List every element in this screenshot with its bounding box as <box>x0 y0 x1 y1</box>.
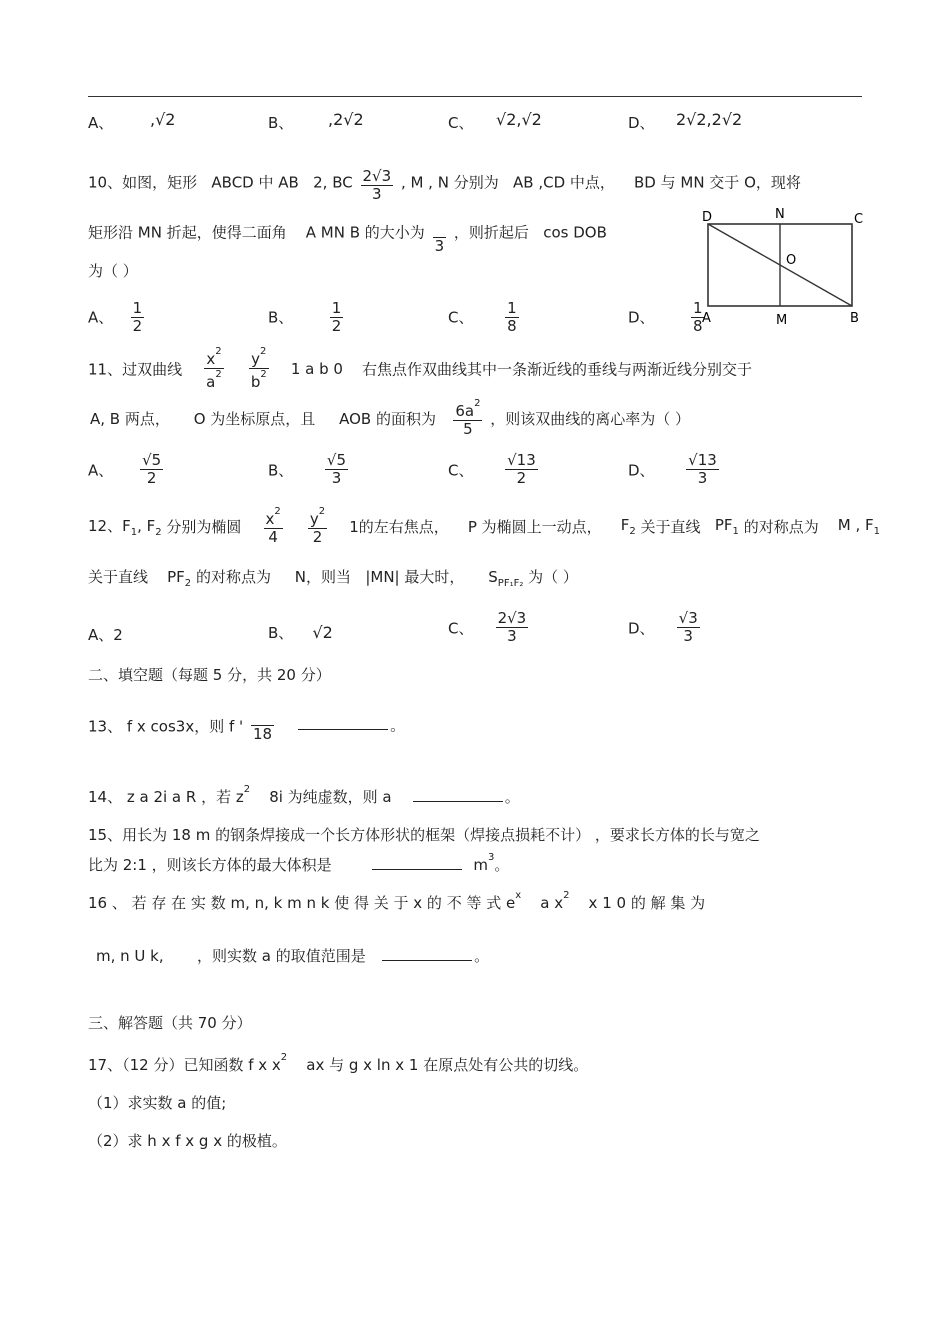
q11-line2: A, B 两点， O 为坐标原点，且 AOB 的面积为 $\frac{6a^2}{5}$ ，则该双曲线的离心率为（ ） <box>90 398 690 439</box>
q9-option-d: D、 <box>628 114 655 132</box>
q15-answer-blank[interactable] <box>372 857 462 870</box>
q11-options: A、 $\frac{√5}{2}$ <box>88 451 162 488</box>
q12-line2: 关于直线 $PF_2$ 的对称点为 N，则当 |MN| 最大时， $S_{PF_1F_2}$ 为（ ） <box>88 568 578 589</box>
section-fill-in-heading: 二、填空题（每题 5 分，共 20 分） <box>88 666 331 684</box>
q14: 14、 z a 2i a R ，若 $z^2$ 8i 为纯虚数，则 a 。 <box>88 784 520 806</box>
q16-line1: 16 、 若 存 在 实 数 m, n, k m n k 使 得 关 于 x 的 不 等 式 $e^x$ a $x^2$ x 1 0 的 解 集 为 <box>88 890 706 912</box>
q13-answer-blank[interactable] <box>298 717 388 730</box>
q12-option-b: B、 √2 <box>268 623 333 642</box>
q9-option-d-text: 2√2,2√2 <box>676 110 743 129</box>
figure-label-m: M <box>776 313 788 326</box>
q17-sub1: （1）求实数 a 的值; <box>88 1094 227 1112</box>
figure-label-c: C <box>854 212 864 227</box>
q10-option-c: C、 $\frac{1}{8}$ <box>448 299 517 336</box>
q11-option-c: C、 $\frac{√13}{2}$ <box>448 451 536 488</box>
q16-line2: m, n U k, ，则实数 a 的取值范围是 。 <box>96 947 490 965</box>
section-answer-heading: 三、解答题（共 70 分） <box>88 1014 252 1032</box>
q11-option-b: B、 $\frac{√5}{3}$ <box>268 451 347 488</box>
figure-label-d: D <box>702 210 713 225</box>
figure-label-b: B <box>850 311 859 326</box>
q9-option-b-text: ,2√2 <box>328 110 364 129</box>
q17-sub2: （2）求 h x f x g x 的极植。 <box>88 1132 287 1150</box>
figure-label-a: A <box>702 311 711 326</box>
q10-option-a: A、 $\frac{1}{2}$ <box>88 299 143 336</box>
q17-line1: 17、（12 分）已知函数 f x $x^2$ ax 与 g x ln x 1 在原点处有公共的切线。 <box>88 1052 589 1074</box>
q16-answer-blank[interactable] <box>382 948 472 961</box>
q10-line2: 矩形沿 MN 折起，使得二面角 A MN B 的大小为 3 ，则折起后 cos DOB <box>88 220 607 256</box>
q11-option-d: D、 $\frac{√13}{3}$ <box>628 451 717 488</box>
q10-line3: 为（ ） <box>88 262 138 280</box>
q15-line2: 比为 2:1 ，则该长方体的最大体积是 $m^3$。 <box>88 852 510 874</box>
rectangle-figure <box>700 204 866 326</box>
q13: 13、 f x cos3x，则 f ' 18 。 <box>88 708 405 744</box>
q12-option-c: C、 $\frac{2√3}{3}$ <box>448 609 527 646</box>
q9-option-b: B、 <box>268 114 294 132</box>
q9-option-c: C、 <box>448 114 474 132</box>
q11-line1: 11、过双曲线 $\frac{x^2}{a^2}$ $\frac{y^2}{b^2}$ 1 a b 0 右焦点作双曲线其中一条渐近线的垂线与两渐近线分别交于 <box>88 346 753 392</box>
q14-answer-blank[interactable] <box>413 789 503 802</box>
figure-label-n: N <box>775 207 785 222</box>
q9-option-a: A、 <box>88 114 114 132</box>
q12-option-a: A、2 <box>88 626 123 644</box>
figure-label-o: O <box>786 253 797 268</box>
q9-option-c-text: √2,√2 <box>496 110 542 129</box>
q12-line1: 12、$F_1$, $F_2$ 分别为椭圆 $\frac{x^2}{4}$ $\frac{y^2}{2}$ 1的左右焦点， P 为椭圆上一动点， $F_2$ 关于直线 $PF_1$ 的对称点为 M , $F_1$ <box>88 506 881 547</box>
q10-option-d: D、 $\frac{1}{8}$ <box>628 299 703 336</box>
q15-line1: 15、用长为 18 m 的钢条焊接成一个长方体形状的框架（焊接点损耗不计） ，要求长方体的长与宽之 <box>88 826 760 844</box>
q12-option-d: D、 $\frac{√3}{3}$ <box>628 609 698 646</box>
q9-option-a-text: ,√2 <box>150 110 176 129</box>
q10-line1: 10、如图，矩形 ABCD 中 AB 2, BC $\frac{2√3}{3}$ , M , N 分别为 AB ,CD 中点， BD 与 MN 交于 O，现将 <box>88 167 801 204</box>
top-rule <box>88 96 862 97</box>
q10-option-b: B、 $\frac{1}{2}$ <box>268 299 342 336</box>
